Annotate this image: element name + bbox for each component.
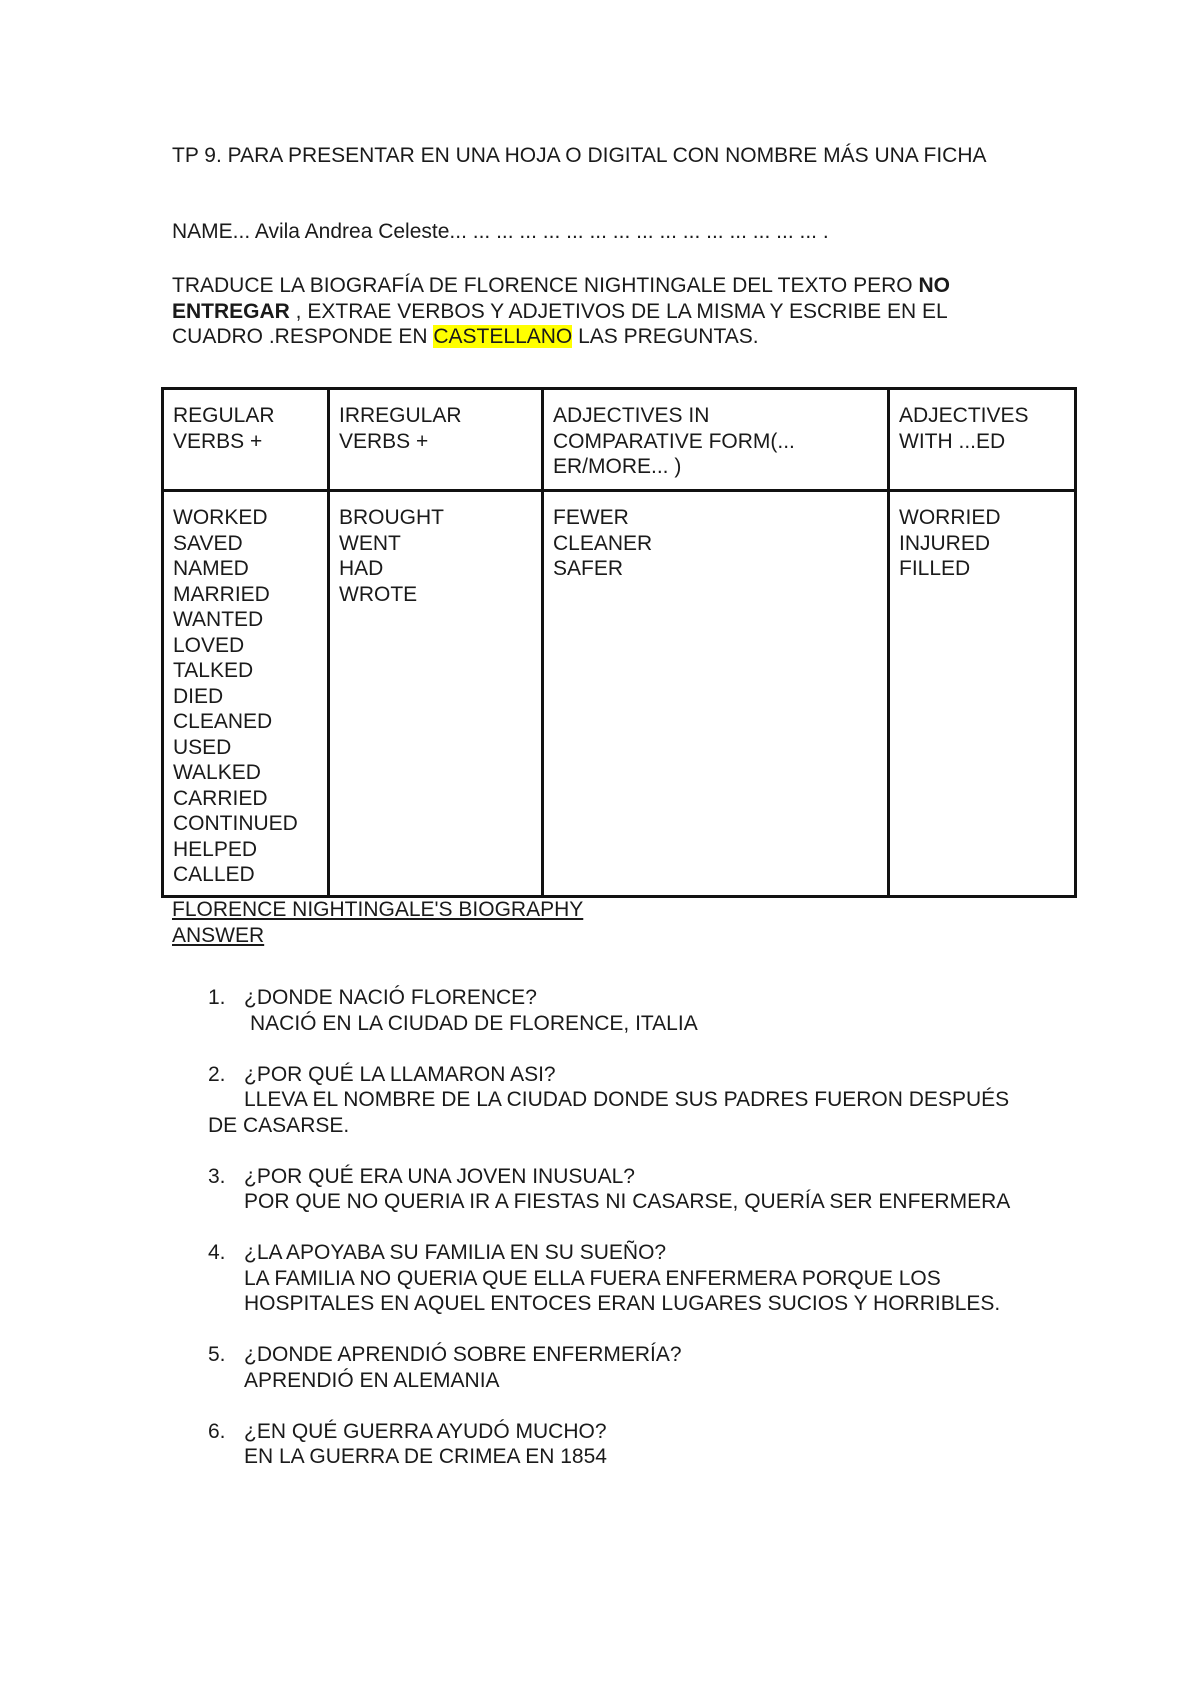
question-number: 5.: [208, 1343, 226, 1366]
answer-text: LLEVA EL NOMBRE DE LA CIUDAD DONDE SUS PADRES FUERON DESPUÉS DE CASARSE.: [208, 1088, 1010, 1137]
table-word: CALLED: [173, 863, 255, 886]
table-word: FEWER: [553, 506, 629, 529]
table-word: WENT: [339, 531, 401, 555]
question-text: ¿LA APOYABA SU FAMILIA EN SU SUEÑO?: [244, 1241, 667, 1264]
regular-verbs-cell: [163, 491, 329, 897]
table-body-row: [163, 491, 1076, 897]
question-text: ¿POR QUÉ LA LLAMARON ASI?: [244, 1062, 556, 1086]
table-word: CLEANER: [553, 531, 653, 555]
answer-text: EN LA GUERRA DE CRIMEA EN 1854: [244, 1445, 607, 1468]
question-number: 6.: [208, 1419, 226, 1443]
answer-text: NACIÓ EN LA CIUDAD DE FLORENCE, ITALIA: [250, 1011, 698, 1035]
question-text: ¿POR QUÉ ERA UNA JOVEN INUSUAL?: [244, 1164, 635, 1188]
table-word: MARRIED: [173, 582, 270, 606]
table-word: HAD: [339, 557, 384, 580]
question-text: ¿DONDE NACIÓ FLORENCE?: [244, 986, 537, 1009]
table-word: WALKED: [173, 761, 261, 784]
list-item: [172, 1419, 1032, 1470]
table-word: WORRIED: [899, 506, 1001, 529]
table-word: DIED: [173, 684, 224, 708]
biography-title: FLORENCE NIGHTINGALE'S BIOGRAPHY: [172, 898, 584, 921]
list-item: [172, 1342, 1032, 1393]
table-word: CARRIED: [173, 786, 268, 810]
table-word: FILLED: [899, 557, 971, 580]
ed-adjectives-cell: [889, 491, 1076, 897]
list-item: [172, 985, 1032, 1036]
table-word: CONTINUED: [173, 812, 298, 835]
instruction-text-3: LAS PREGUNTAS.: [572, 325, 759, 348]
list-item: [172, 1240, 1032, 1317]
table-word: NAMED: [173, 557, 249, 580]
comparative-adjectives-cell: [543, 491, 889, 897]
table-word: BROUGHT: [339, 506, 444, 529]
question-number: 4.: [208, 1241, 226, 1264]
table-word: LOVED: [173, 633, 245, 657]
irregular-verbs-cell: [329, 491, 543, 897]
verbs-adjectives-table: [161, 387, 1077, 898]
instruction-text-2: , EXTRAE VERBOS Y ADJETIVOS DE LA MISMA Y ESCRIBE EN EL CUADRO .RESPONDE EN: [172, 299, 947, 348]
table-word: INJURED: [899, 531, 991, 555]
header-irregular-verbs: IRREGULAR VERBS +: [329, 389, 543, 491]
header-ed-adjectives: ADJECTIVES WITH ...ED: [889, 389, 1076, 491]
instruction-highlighted-word: CASTELLANO: [433, 325, 573, 348]
table-word: WORKED: [173, 506, 268, 529]
answer-text: POR QUE NO QUERIA IR A FIESTAS NI CASARSE, QUERÍA SER ENFERMERA: [244, 1190, 1011, 1213]
table-word: WROTE: [339, 582, 418, 606]
table-word: SAVED: [173, 531, 243, 555]
table-word: TALKED: [173, 659, 254, 682]
answer-label: ANSWER: [172, 923, 265, 947]
table-word: WANTED: [173, 608, 264, 631]
header-comparative-adjectives: ADJECTIVES IN COMPARATIVE FORM(... ER/MORE... ): [543, 389, 889, 491]
biography-heading-block: [172, 897, 872, 948]
answer-text: LA FAMILIA NO QUERIA QUE ELLA FUERA ENFERMERA PORQUE LOS HOSPITALES EN AQUEL ENTOCES ERAN LUGARES SUCIOS Y HORRIBLES.: [244, 1266, 1001, 1315]
answer-text: APRENDIÓ EN ALEMANIA: [244, 1368, 500, 1392]
table-word: HELPED: [173, 837, 258, 861]
questions-list: [172, 985, 1032, 1495]
instruction-bold-text: NO ENTREGAR: [172, 274, 950, 323]
instructions-paragraph: [172, 273, 1032, 350]
list-item: [172, 1164, 1032, 1215]
question-number: 2.: [208, 1062, 226, 1086]
table-word: USED: [173, 735, 232, 759]
table-word: CLEANED: [173, 710, 273, 733]
question-number: 3.: [208, 1164, 226, 1188]
question-number: 1.: [208, 986, 226, 1009]
document-title: TP 9. PARA PRESENTAR EN UNA HOJA O DIGITAL CON NOMBRE MÁS UNA FICHA: [172, 144, 987, 167]
instruction-text-1: TRADUCE LA BIOGRAFÍA DE FLORENCE NIGHTINGALE DEL TEXTO PERO: [172, 274, 919, 297]
question-text: ¿DONDE APRENDIÓ SOBRE ENFERMERÍA?: [244, 1343, 682, 1366]
student-name-line: NAME... Avila Andrea Celeste... ... ... ... ... ... ... ... ... ... ... ... ... ... ... ... .: [172, 220, 829, 243]
table-header-row: [163, 389, 1076, 491]
list-item: [172, 1062, 1032, 1139]
question-text: ¿EN QUÉ GUERRA AYUDÓ MUCHO?: [244, 1419, 607, 1443]
table-word: SAFER: [553, 557, 624, 580]
header-regular-verbs: REGULAR VERBS +: [163, 389, 329, 491]
